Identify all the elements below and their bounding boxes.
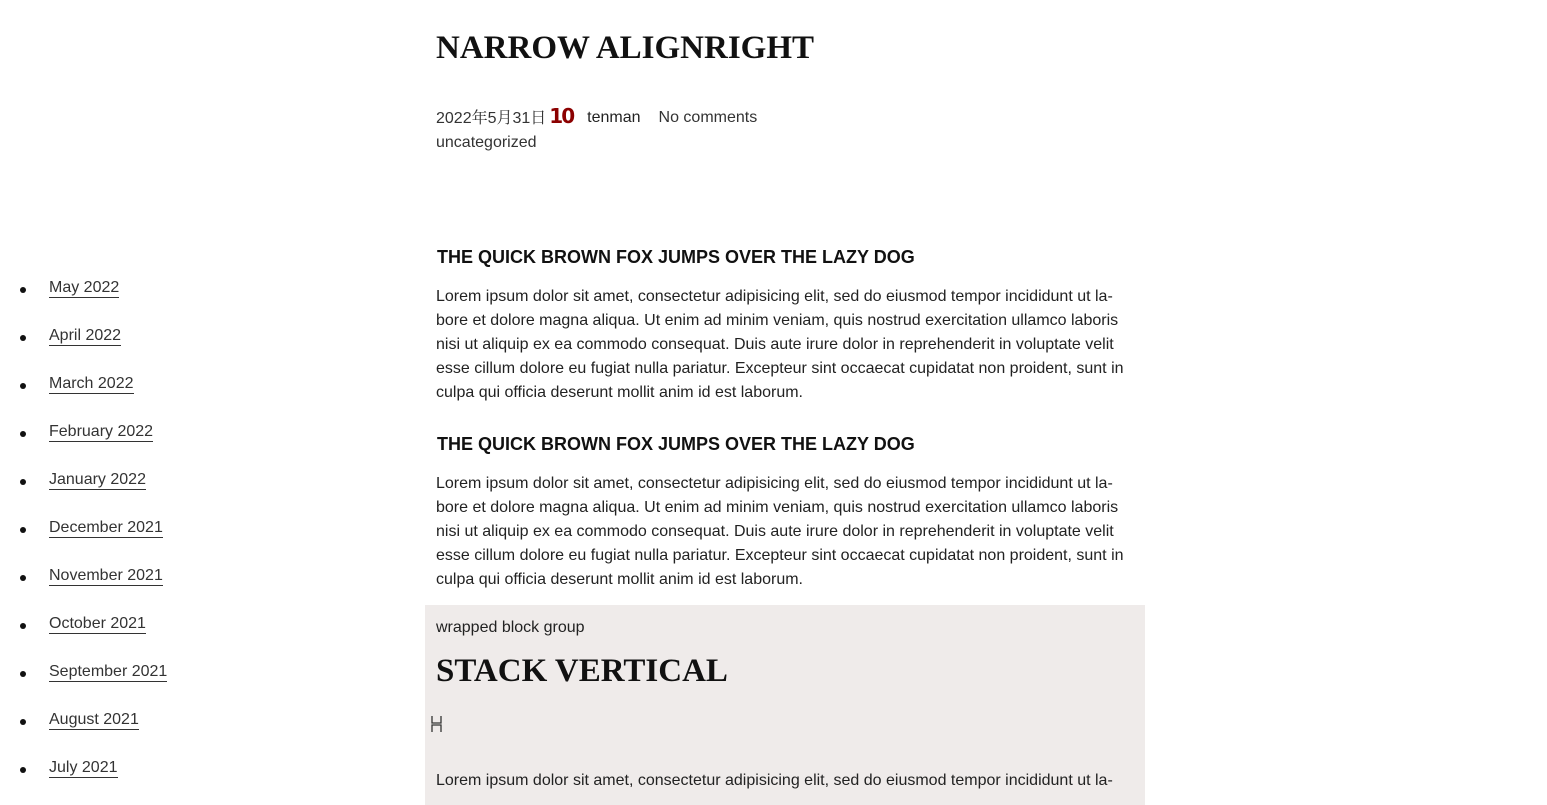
post-date-link[interactable]: [436, 105, 573, 131]
archive-link-january-2022[interactable]: January 2022: [49, 471, 146, 488]
archive-item: [0, 754, 260, 802]
archive-item: [0, 418, 260, 466]
archive-link-november-2021[interactable]: November 2021: [49, 567, 163, 584]
archive-item: [0, 562, 260, 610]
paragraph-line: Lorem ipsum dolor sit amet, consectetur adipisicing elit, sed do eiusmod tempor incididunt ut la-: [436, 475, 1113, 492]
archive-item: [0, 322, 260, 370]
paragraph-line: esse cillum dolore eu fugiat nulla pariatur. Excepteur sint occaecat cupidatat non proident, sunt in: [436, 547, 1124, 564]
archive-item: [0, 610, 260, 658]
archive-item: [0, 514, 260, 562]
section-heading: THE QUICK BROWN FOX JUMPS OVER THE LAZY DOG: [437, 247, 915, 267]
post-comments-link[interactable]: No comments: [658, 109, 758, 126]
archive-link-july-2021[interactable]: July 2021: [49, 759, 118, 776]
section-paragraph: [436, 285, 1136, 405]
post-title: NARROW ALIGNRIGHT: [436, 30, 815, 66]
archive-item: [0, 370, 260, 418]
paragraph-line: Lorem ipsum dolor sit amet, consectetur adipisicing elit, sed do eiusmod tempor incididunt ut la-: [436, 288, 1113, 305]
paragraph-line: esse cillum dolore eu fugiat nulla pariatur. Excepteur sint occaecat cupidatat non proident, sunt in: [436, 360, 1124, 377]
post-meta-row: [436, 105, 836, 131]
archive-link-may-2022[interactable]: May 2022: [49, 279, 120, 296]
post-day-badge: 10: [549, 104, 574, 128]
paragraph-line: nisi ut aliquip ex ea commodo consequat. Duis aute irure dolor in reprehenderit in voluptate velit: [436, 336, 1114, 353]
paragraph-line: culpa qui officia deserunt mollit anim id est laborum.: [436, 384, 803, 401]
archive-link-december-2021[interactable]: December 2021: [49, 519, 163, 536]
archive-link-march-2022[interactable]: March 2022: [49, 375, 134, 392]
archive-link-august-2021[interactable]: August 2021: [49, 711, 139, 728]
archive-link-september-2021[interactable]: September 2021: [49, 663, 168, 680]
post-date: 2022年5月31日: [436, 110, 547, 127]
section-heading: THE QUICK BROWN FOX JUMPS OVER THE LAZY DOG: [437, 434, 915, 454]
post-category-link[interactable]: uncategorized: [436, 134, 537, 151]
archive-link-february-2022[interactable]: February 2022: [49, 423, 154, 440]
stack-title: STACK VERTICAL: [436, 653, 728, 689]
group-paragraph: Lorem ipsum dolor sit amet, consectetur adipisicing elit, sed do eiusmod tempor incididunt ut la-: [436, 772, 1113, 789]
post-meta: [436, 105, 836, 155]
post-content: [436, 244, 1136, 592]
archive-item: [0, 706, 260, 754]
stack-vertical-icon: [430, 715, 444, 733]
archive-item: [0, 466, 260, 514]
archive-link-april-2022[interactable]: April 2022: [49, 327, 122, 344]
paragraph-line: culpa qui officia deserunt mollit anim id est laborum.: [436, 571, 803, 588]
post-author-link[interactable]: tenman: [587, 109, 641, 126]
archive-item: [0, 274, 260, 322]
archive-item: [0, 658, 260, 706]
wrapped-block-group: [425, 605, 1145, 805]
paragraph-line: bore et dolore magna aliqua. Ut enim ad minim veniam, quis nostrud exercitation ullamco laboris: [436, 499, 1119, 516]
paragraph-line: nisi ut aliquip ex ea commodo consequat. Duis aute irure dolor in reprehenderit in voluptate velit: [436, 523, 1114, 540]
archive-list: [0, 274, 260, 802]
archive-link-october-2021[interactable]: October 2021: [49, 615, 146, 632]
section-paragraph: [436, 472, 1136, 592]
group-label: wrapped block group: [436, 619, 585, 636]
paragraph-line: bore et dolore magna aliqua. Ut enim ad minim veniam, quis nostrud exercitation ullamco laboris: [436, 312, 1119, 329]
